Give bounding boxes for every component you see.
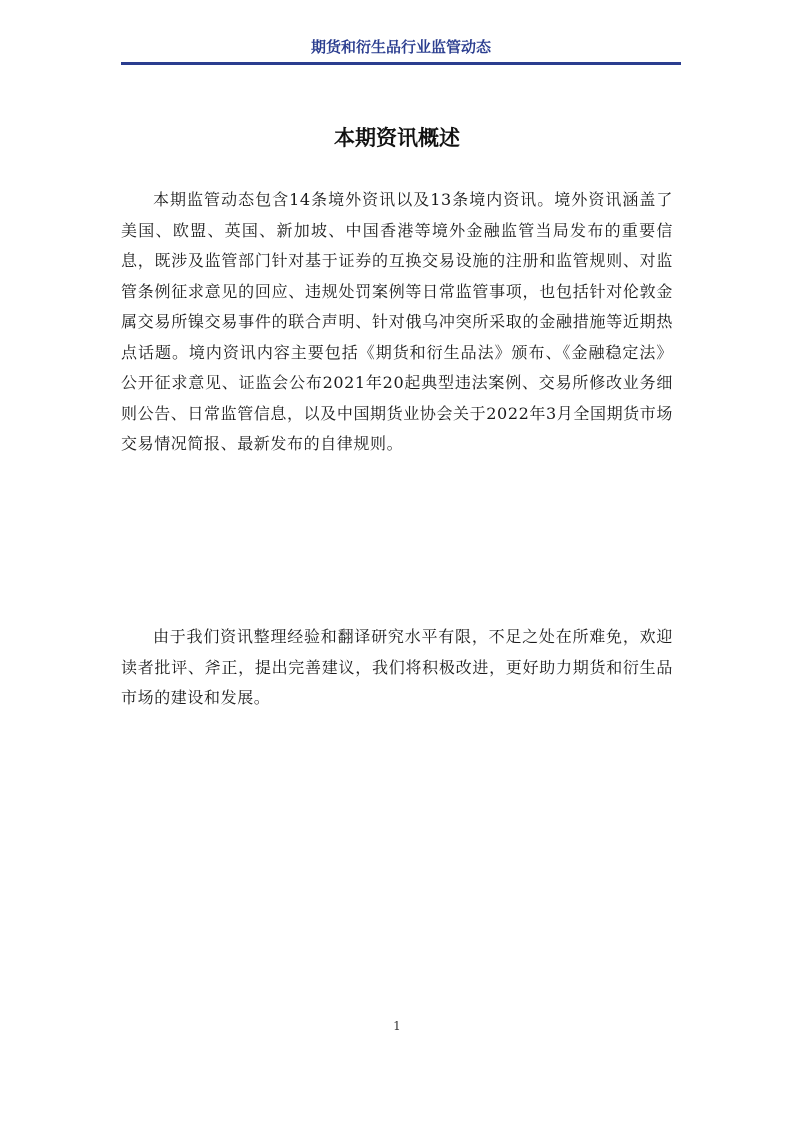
disclaimer-paragraph: 由于我们资讯整理经验和翻译研究水平有限，不足之处在所难免，欢迎读者批评、斧正，提出完善建议，我们将积极改进，更好助力期货和衍生品市场的建设和发展。 bbox=[121, 627, 673, 707]
page-header bbox=[121, 36, 681, 65]
summary-paragraph: 本期监管动态包含14条境外资讯以及13条境内资讯。境外资讯涵盖了美国、欧盟、英国、新加坡、中国香港等境外金融监管当局发布的重要信息，既涉及监管部门针对基于证券的互换交易设施的注册和监管规则、对监管条例征求意见的回应、违规处罚案例等日常监管事项，也包括针对伦敦金属交易所镍交易事件的联合声明、针对俄乌冲突所采取的金融措施等近期热点话题。境内资讯内容主要包括《期货和衍生品法》颁布、《金融稳定法》公开征求意见、证监会公布2021年20起典型违法案例、交易所修改业务细则公告、日常监管信息，以及中国期货业协会关于2022年3月全国期货市场交易情况简报、最新发布的自律规则。 bbox=[121, 190, 673, 453]
page-number: 1 bbox=[393, 1019, 401, 1033]
section-title: 本期资讯概述 bbox=[334, 126, 460, 150]
header-title: 期货和衍生品行业监管动态 bbox=[310, 38, 491, 56]
